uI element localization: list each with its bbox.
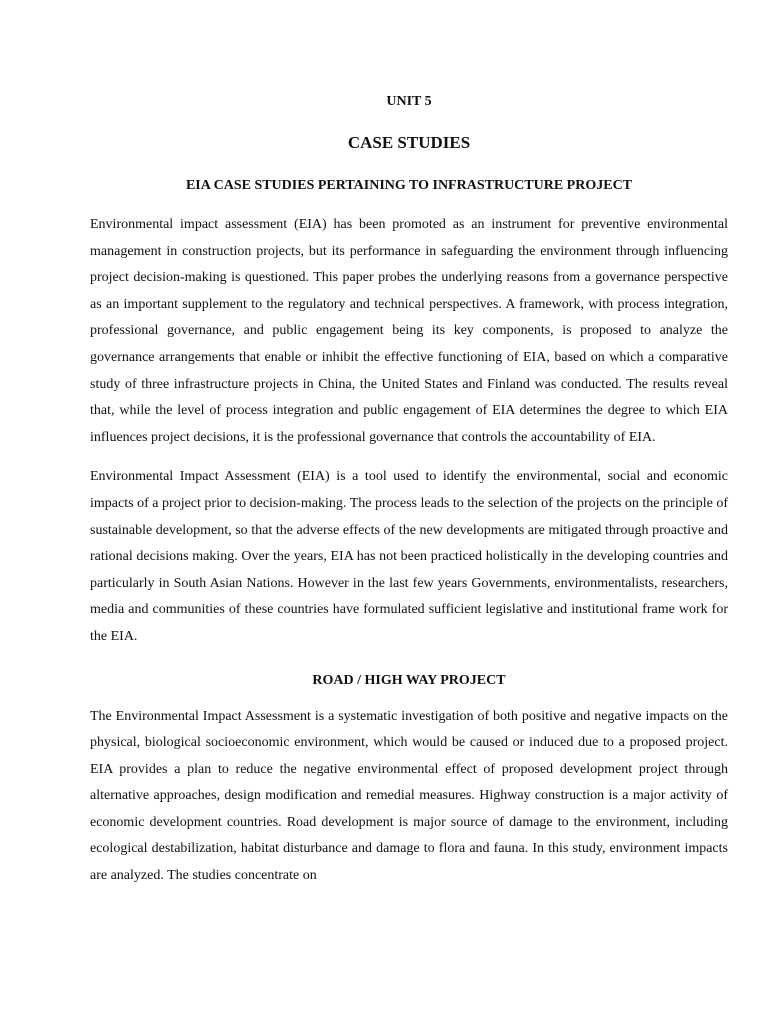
paragraph-eia-governance: Environmental impact assessment (EIA) has been promoted as an instrument for preventive environmental management in construction projects, but its performance in safeguarding the environment through influencing project decision-making is questioned. This paper probes the underlying reasons from a governance perspective as an important supplement to the regulatory and technical perspectives. A framework, with process integration, professional governance, and public engagement being its key components, is proposed to analyze the governance arrangements that enable or inhibit the effective functioning of EIA, based on which a comparative study of three infrastructure projects in China, the United States and Finland was conducted. The results reveal that, while the level of process integration and public engagement of EIA determines the degree to which EIA influences project decisions, it is the professional governance that controls the accountability of EIA. xyxy=(90,217,728,445)
document-page xyxy=(90,92,728,890)
paragraph-eia-tool: Environmental Impact Assessment (EIA) is a tool used to identify the environmental, social and economic impacts of a project prior to decision-making. The process leads to the selection of the projects on the principle of sustainable development, so that the adverse effects of the new developments are mitigated through proactive and rational decisions making. Over the years, EIA has not been practiced holistically in the developing countries and particularly in South Asian Nations. However in the last few years Governments, environmentalists, researchers, media and communities of these countries have formulated sufficient legislative and institutional frame work for the EIA. xyxy=(90,469,728,644)
unit-label: UNIT 5 xyxy=(386,94,432,109)
page-title: CASE STUDIES xyxy=(347,133,471,152)
paragraph-road-eia: The Environmental Impact Assessment is a systematic investigation of both positive and negative impacts on the physical, biological socioeconomic environment, which would be caused or induced due to a proposed project. EIA provides a plan to reduce the negative environmental effect of proposed development project through alternative approaches, design modification and remedial measures. Highway construction is a major activity of economic development countries. Road development is major source of damage to the environment, including ecological destabilization, habitat disturbance and damage to flora and fauna. In this study, environment impacts are analyzed. The studies concentrate on xyxy=(90,708,728,884)
section-heading-infrastructure: EIA CASE STUDIES PERTAINING TO INFRASTRUCTURE PROJECT xyxy=(185,178,633,193)
section-heading-road-highway: ROAD / HIGH WAY PROJECT xyxy=(312,672,506,688)
